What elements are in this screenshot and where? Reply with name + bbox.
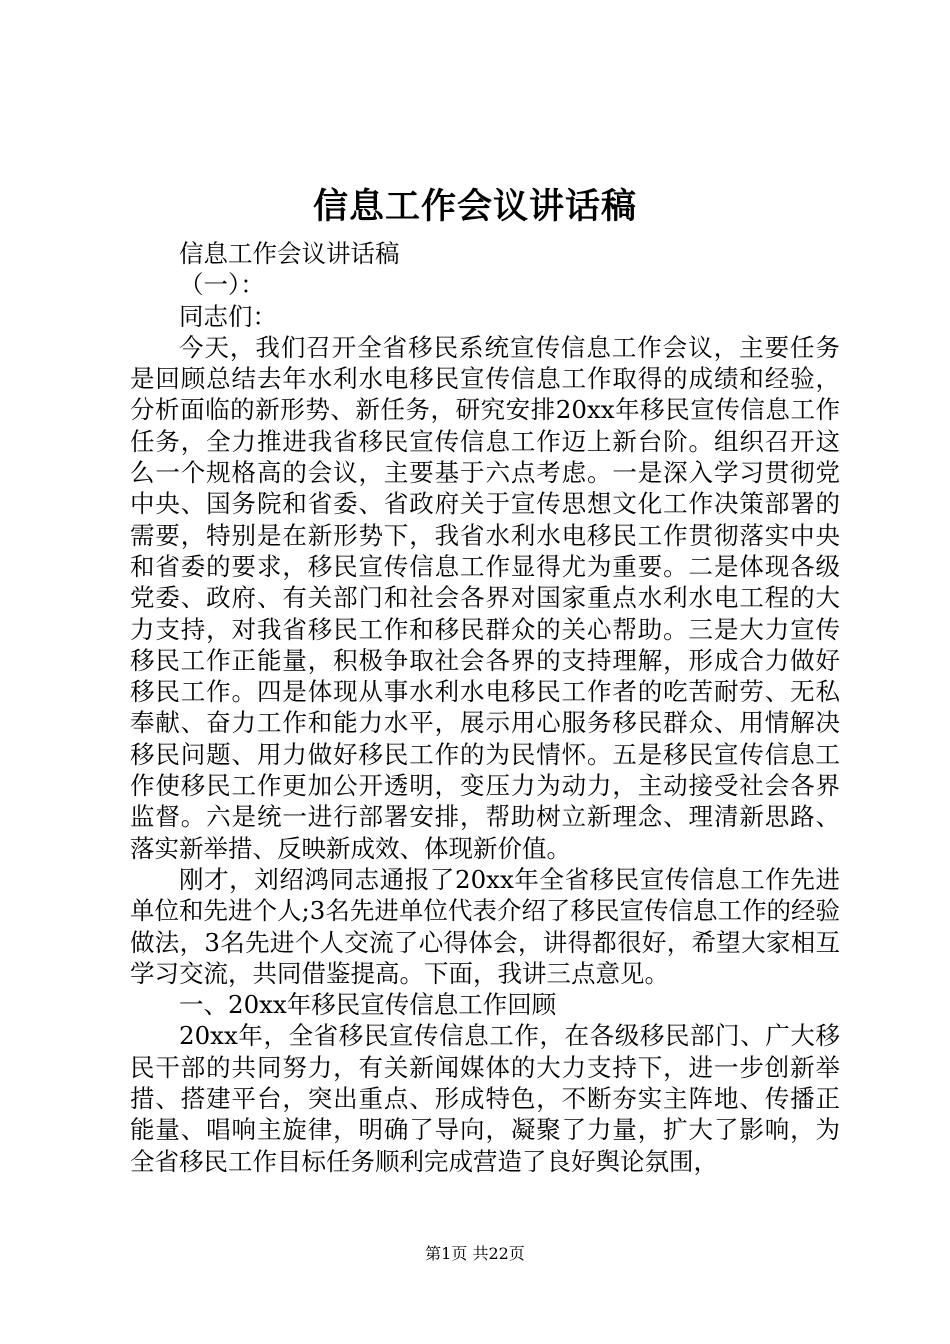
paragraph-salutation: 同志们： xyxy=(179,301,277,331)
paragraph-subtitle: 信息工作会议讲话稿 xyxy=(179,239,400,268)
document-body xyxy=(130,238,840,1177)
paragraph-body: 刚才，刘绍鸿同志通报了20xx年全省移民宣传信息工作先进单位和先进个人;3名先进单位代表介绍了移民宣传信息工作的经验做法，3名先进个人交流了心得体会，讲得都很好，希望大家相互学习交流，共同借鉴提高。下面，我讲三点意见。 xyxy=(130,864,840,988)
paragraph-body: 今天，我们召开全省移民系统宣传信息工作会议，主要任务是回顾总结去年水利水电移民宣传信息工作取得的成绩和经验，分析面临的新形势、新任务，研究安排20xx年移民宣传信息工作任务，全力推进我省移民宣传信息工作迈上新台阶。组织召开这么一个规格高的会议，主要基于六点考虑。一是深入学习贯彻党中央、国务院和省委、省政府关于宣传思想文化工作决策部署的需要，特别是在新形势下，我省水利水电移民工作贯彻落实中央和省委的要求，移民宣传信息工作显得尤为重要。二是体现各级党委、政府、有关部门和社会各界对国家重点水利水电工程的大力支持，对我省移民工作和移民群众的关心帮助。三是大力宣传移民工作正能量，积极争取社会各界的支持理解，形成合力做好移民工作。四是体现从事水利水电移民工作者的吃苦耐劳、无私奉献、奋力工作和能力水平，展示用心服务移民群众、用情解决移民问题、用力做好移民工作的为民情怀。五是移民宣传信息工作使移民工作更加公开透明，变压力为动力，主动接受社会各界监督。六是统一进行部署安排，帮助树立新理念、理清新思路、落实新举措、反映新成效、体现新价值。 xyxy=(130,332,840,863)
paragraph-heading: 一、20xx年移民宣传信息工作回顾 xyxy=(179,990,557,1020)
page-footer: 第1页 共22页 xyxy=(425,1244,525,1263)
paragraph-section-number: （一）： xyxy=(179,270,265,300)
paragraph-body: 20xx年，全省移民宣传信息工作，在各级移民部门、广大移民干部的共同努力，有关新闻媒体的大力支持下，进一步创新举措、搭建平台，突出重点、形成特色，不断夯实主阵地、传播正能量、唱响主旋律，明确了导向，凝聚了力量，扩大了影响，为全省移民工作目标任务顺利完成营造了良好舆论氛围， xyxy=(130,1021,840,1176)
document-title: 信息工作会议讲话稿 xyxy=(312,186,637,227)
